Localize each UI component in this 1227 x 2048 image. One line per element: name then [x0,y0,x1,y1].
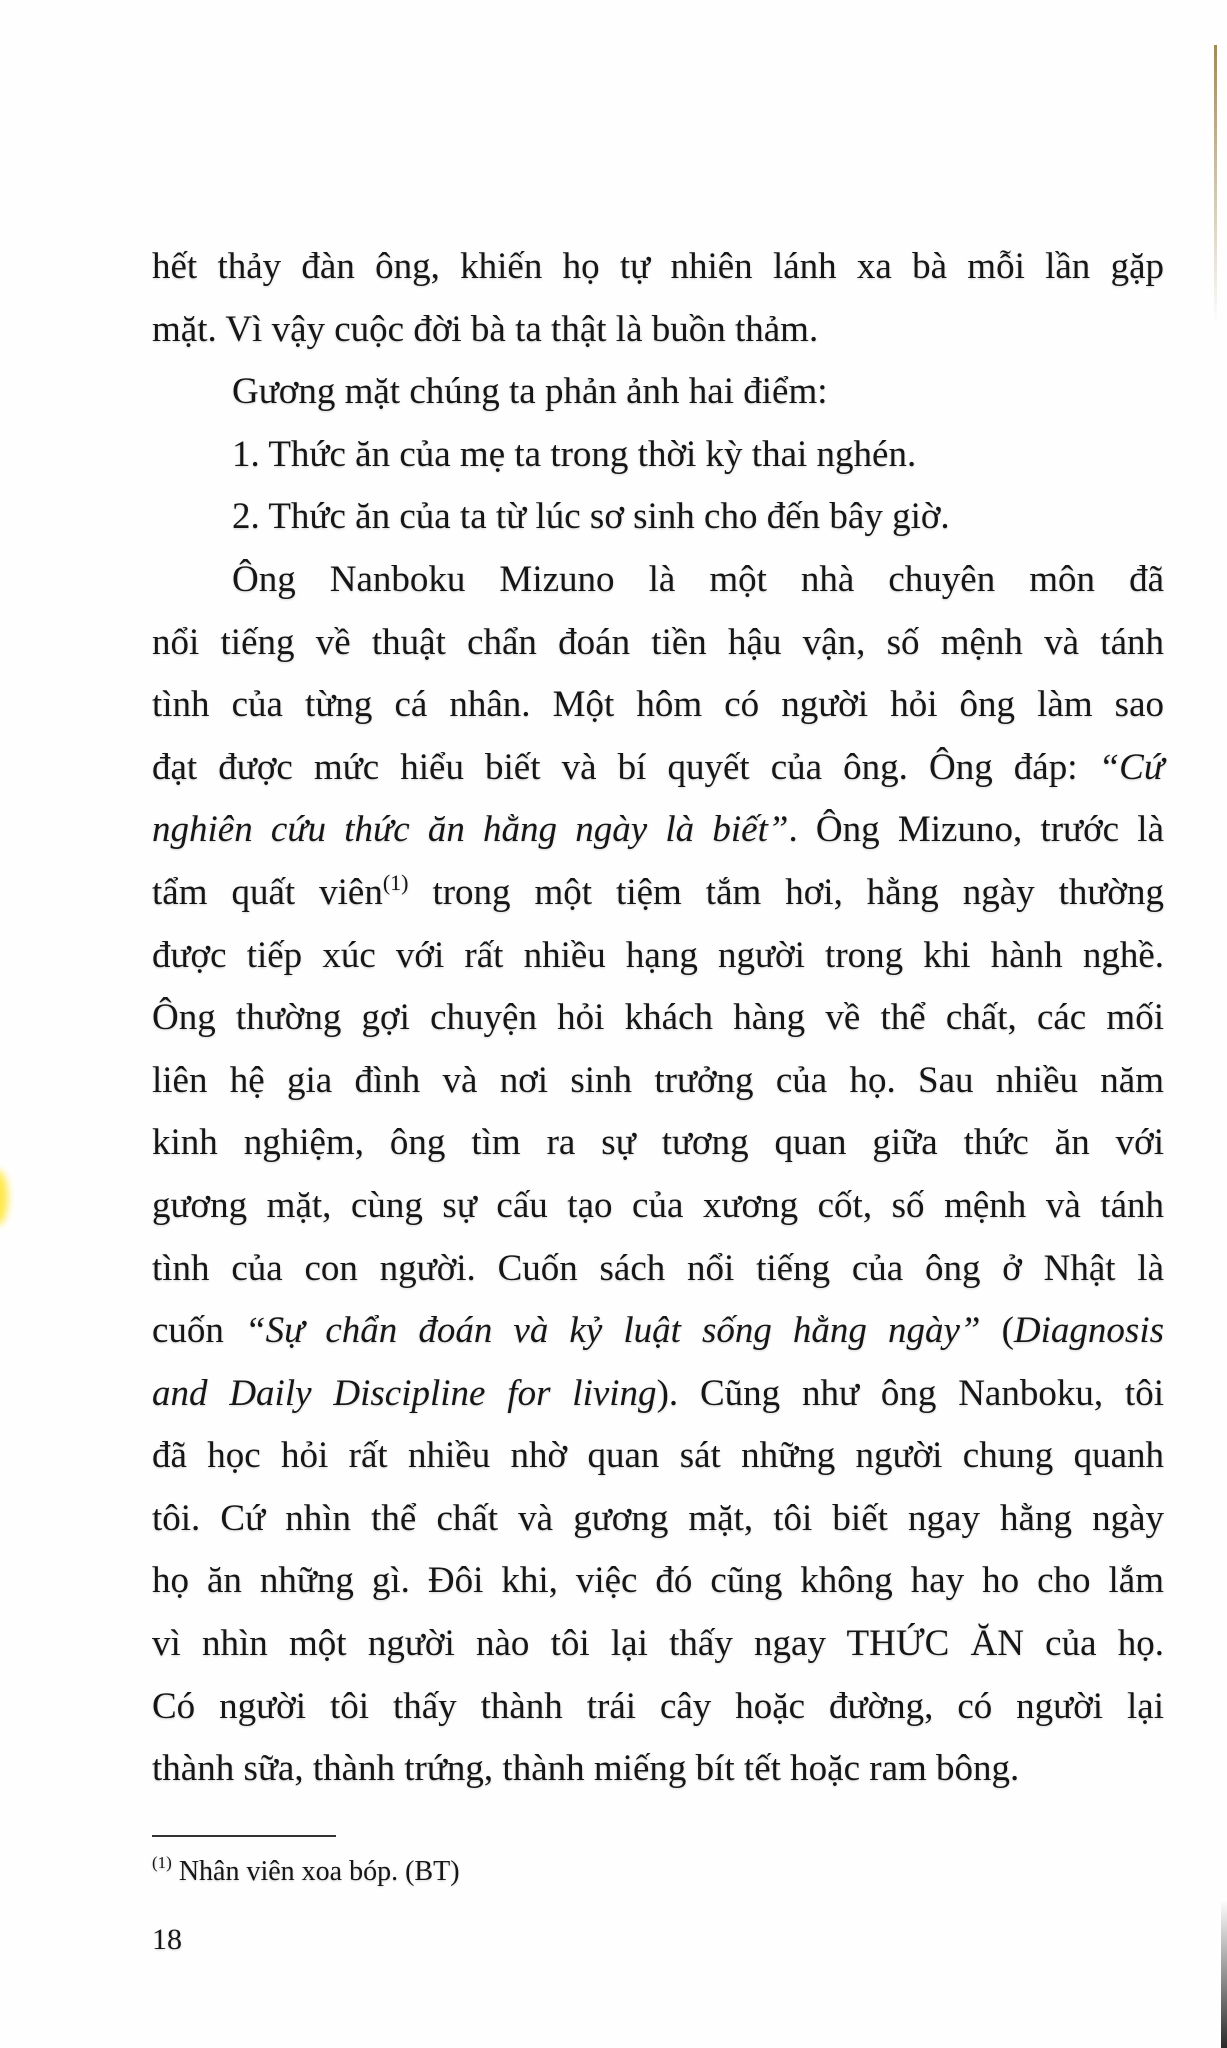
text-line [152,1488,1164,1551]
text-line [152,1050,1164,1113]
text-line [152,299,1164,362]
text-segment: ). Cũng như ông Nanboku, tôi [656,1372,1164,1414]
text-line [152,1300,1164,1363]
text-line [152,236,1164,299]
text-segment: Ông Nanboku Mizuno là một nhà chuyên môn đã [232,558,1164,600]
text-line [152,612,1164,675]
highlighter-mark [0,1170,8,1225]
text-segment: ( [980,1310,1014,1352]
text-line [152,1550,1164,1613]
text-segment: cuốn [152,1310,245,1352]
text-segment: 1. Thức ăn của mẹ ta trong thời kỳ thai nghén. [232,433,917,475]
text-line [152,1738,1164,1801]
footnote [152,1850,460,1894]
text-segment: Có người tôi thấy thành trái cây hoặc đường, có người lại [152,1685,1164,1727]
text-segment: nghiên cứu thức ăn hằng ngày là biết” [152,809,789,851]
footnote-divider [152,1835,336,1837]
page-edge-shadow [1221,1900,1227,2048]
text-segment: hết thảy đàn ông, khiến họ tự nhiên lánh xa bà mỗi lần gặp [152,246,1164,287]
text-segment: Gương mặt chúng ta phản ảnh hai điểm: [232,371,828,413]
text-segment: tôi. Cứ nhìn thể chất và gương mặt, tôi biết ngay hằng ngày [152,1497,1164,1539]
text-segment: được tiếp xúc với rất nhiều hạng người trong khi hành nghề. [152,934,1164,976]
text-line [152,1175,1164,1238]
text-segment: “Cứ [1098,746,1164,788]
text-segment: gương mặt, cùng sự cấu tạo của xương cốt, số mệnh và tánh [152,1184,1164,1226]
text-segment: thành sữa, thành trứng, thành miếng bít tết hoặc ram bông. [152,1748,1020,1790]
footnote-marker: (1) [152,1853,172,1872]
text-segment: Ông thường gợi chuyện hỏi khách hàng về thể chất, các mối [152,997,1164,1039]
text-line [152,674,1164,737]
text-line [152,925,1164,988]
text-segment: tình của từng cá nhân. Một hôm có người hỏi ông làm sao [152,684,1164,726]
text-line [152,1363,1164,1426]
text-segment: kinh nghiệm, ông tìm ra sự tương quan giữa thức ăn với [152,1122,1164,1164]
text-segment: liên hệ gia đình và nơi sinh trưởng của họ. Sau nhiều năm [152,1059,1164,1101]
text-line [152,424,1164,487]
text-line [152,1676,1164,1739]
text-segment: 2. Thức ăn của ta từ lúc sơ sinh cho đến bây giờ. [232,496,950,538]
text-segment: . Ông Mizuno, trước là [788,809,1164,851]
text-line [152,1425,1164,1488]
text-segment: tẩm quất viên [152,871,383,913]
text-line [152,799,1164,862]
text-line [152,862,1164,925]
text-segment: nổi tiếng về thuật chẩn đoán tiền hậu vận, số mệnh và tánh [152,621,1164,663]
footnote-reference: (1) [382,869,409,895]
text-segment: mặt. Vì vậy cuộc đời bà ta thật là buồn thảm. [152,308,819,350]
text-segment: “Sự chẩn đoán và kỷ luật sống hằng ngày” [245,1310,981,1352]
text-line [152,1238,1164,1301]
body-text [152,236,1164,1801]
text-segment: đạt được mức hiểu biết và bí quyết của ông. Ông đáp: [152,746,1099,788]
text-segment: đã học hỏi rất nhiều nhờ quan sát những người chung quanh [152,1435,1164,1477]
text-segment: họ ăn những gì. Đôi khi, việc đó cũng không hay ho cho lắm [152,1560,1164,1602]
text-line [152,1613,1164,1676]
text-line [152,361,1164,424]
text-line [152,737,1164,800]
page-number: 18 [152,1923,182,1956]
text-segment: trong một tiệm tắm hơi, hằng ngày thường [408,871,1164,913]
text-segment: tình của con người. Cuốn sách nổi tiếng của ông ở Nhật là [152,1247,1164,1289]
text-line [152,987,1164,1050]
text-line [152,549,1164,612]
text-segment: vì nhìn một người nào tôi lại thấy ngay THỨC ĂN của họ. [152,1623,1164,1665]
page-edge-shadow [1214,45,1217,325]
text-line [152,1112,1164,1175]
text-line [152,486,1164,549]
footnote-text: Nhân viên xoa bóp. (BT) [178,1856,460,1887]
text-segment: and Daily Discipline for living [152,1372,657,1414]
text-segment: Diagnosis [1013,1310,1164,1352]
